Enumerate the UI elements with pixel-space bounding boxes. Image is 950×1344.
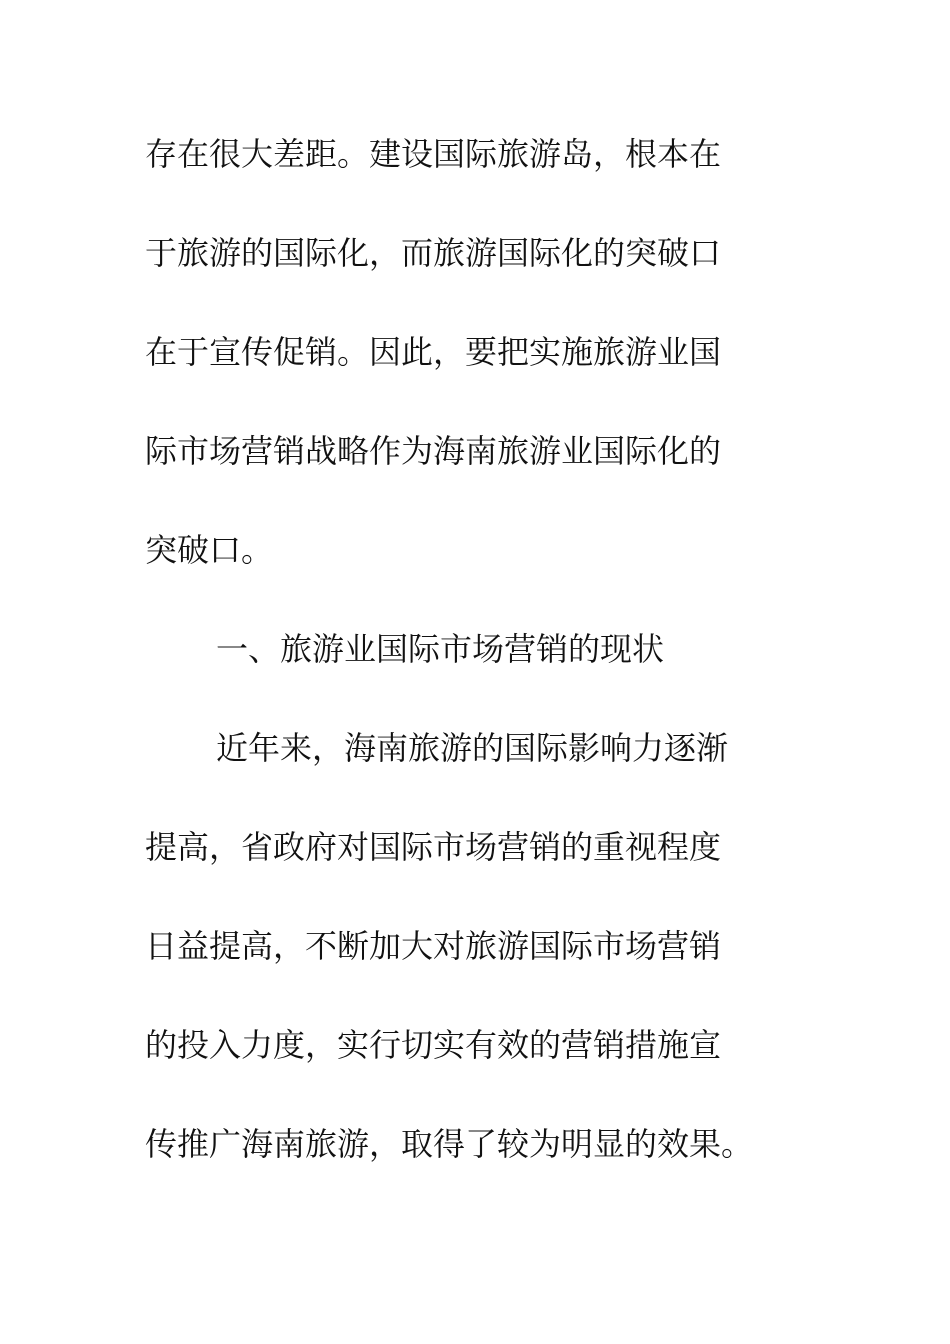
paragraph-line-2: 于旅游的国际化，而旅游国际化的突破口 (145, 234, 722, 272)
paragraph-line-6: 近年来，海南旅游的国际影响力逐渐 (216, 729, 729, 767)
paragraph-line-1: 存在很大差距。建设国际旅游岛，根本在 (145, 135, 722, 173)
paragraph-line-4: 际市场营销战略作为海南旅游业国际化的 (145, 432, 722, 470)
paragraph-line-3: 在于宣传促销。因此，要把实施旅游业国 (145, 333, 722, 371)
paragraph-line-8: 日益提高，不断加大对旅游国际市场营销 (145, 927, 722, 965)
paragraph-line-7: 提高，省政府对国际市场营销的重视程度 (145, 828, 722, 866)
paragraph-line-5: 突破口。 (145, 531, 274, 569)
section-heading: 一、旅游业国际市场营销的现状 (216, 630, 665, 668)
paragraph-line-9: 的投入力度，实行切实有效的营销措施宣 (145, 1026, 722, 1064)
paragraph-line-10: 传推广海南旅游，取得了较为明显的效果。 (145, 1125, 754, 1163)
